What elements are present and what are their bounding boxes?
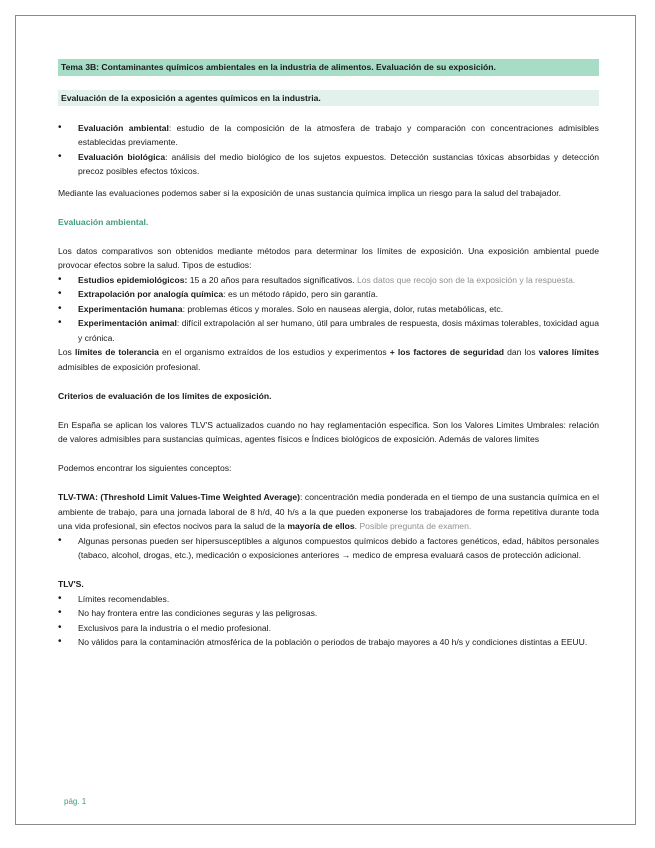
list-term: Extrapolación por analogía química (78, 289, 224, 299)
tlv-twa-paragraph (58, 490, 599, 534)
criterios-paragraph: En España se aplican los valores TLV'S actualizados cuando no hay reglamentación especifica. Son los Valores Limites Umbrales: relación de valores admisibles para sustancias químicas, agentes físicos e Índices biológicos de exposición. Además de valores limites (58, 419, 599, 444)
list-item (58, 121, 599, 150)
list-text: : análisis del medio biológico de los sujetos expuestos. Detección sustancias tóxicas absorbidas y detección precoz posibles efectos tóxicos. (78, 151, 600, 176)
list-text: : estudio de la composición de la atmosfera de trabajo y comparación con concentraciones admisibles establecidas previamente. (78, 122, 599, 147)
bold-run: TLV'S. (58, 579, 84, 589)
topic-title: Tema 3B: Contaminantes químicos ambientales en la industria de alimentos. Evaluación de su exposición. (58, 59, 599, 76)
list-item (58, 150, 599, 179)
text-run: admisibles de exposición profesional. (58, 361, 201, 372)
list-term: Experimentación animal (78, 318, 177, 328)
bold-run: TLV-TWA: (Threshold Limit Values-Time Weighted Average) (58, 492, 301, 502)
list-item (58, 287, 599, 302)
list-item: • Límites recomendables. (58, 592, 599, 607)
list-item: • No válidos para la contaminación atmosférica de la población o periodos de trabajo mayores a 40 h/s y condiciones distintas a EEUU. (58, 635, 599, 650)
page-content (58, 59, 599, 650)
section-heading-ambiental: Evaluación ambiental. (58, 216, 149, 227)
list-text: : es un método rápido, pero sin garantía. (223, 289, 378, 299)
list-text: : problemas éticos y morales. Solo en nauseas alergia, dolor, rutas metabólicas, etc. (182, 303, 504, 314)
bold-run: mayoría de ellos (287, 521, 355, 531)
bold-run: límites de tolerancia (74, 347, 159, 357)
bold-run: Criterios de evaluación de los límites de exposición. (58, 390, 272, 401)
page-number: pág. 1 (64, 797, 87, 806)
text-run: Los (58, 347, 75, 357)
list-item (58, 273, 599, 288)
tlvs-list (58, 592, 599, 650)
criterios-heading (58, 389, 599, 404)
list-term: Evaluación ambiental (78, 122, 169, 133)
list-item: • No hay frontera entre las condiciones seguras y las peligrosas. (58, 606, 599, 621)
list-text: 15 a 20 años para resultados significativos. (187, 274, 357, 285)
text-run: : concentración media ponderada en el tiempo de una sustancia química en el ambiente de trabajo, para una jornada laboral de 8 h/d, 40 h/s a la que pueden exponerse los trabajadores de forma repetitiva durante toda una vida profesional, sin efectos nocivos para la salud de la (58, 492, 599, 531)
list-item: • Algunas personas pueden ser hipersusceptibles a algunos compuestos químicos debido a factores genéticos, edad, hábitos personales (tabaco, alcohol, drogas, etc.), medicación o exposiciones anteriores → medico de empresa evaluará casos de protección adicional. (58, 534, 599, 563)
bold-run: valores límites (538, 347, 599, 357)
list-term: Experimentación humana (78, 303, 183, 314)
intro-paragraph: Mediante las evaluaciones podemos saber si la exposición de unas sustancia química implica un riesgo para la salud del trabajador. (58, 187, 562, 198)
list-item (58, 302, 599, 317)
studies-list (58, 273, 599, 346)
tlv-twa-list (58, 534, 599, 563)
text-run: . (354, 521, 360, 531)
tlvs-heading (58, 577, 599, 592)
list-text: : difícil extrapolación al ser humano, útil para umbrales de respuesta, dosis máximas tolerables, toxicidad agua y crónica. (78, 318, 599, 343)
list-item (58, 316, 599, 345)
text-run: dan los (504, 347, 539, 357)
bold-run: + los factores de seguridad (389, 347, 505, 357)
section-subtitle: Evaluación de la exposición a agentes químicos en la industria. (58, 90, 599, 107)
text-run: en el organismo extraídos de los estudios y experimentos (158, 347, 390, 357)
list-term: Evaluación biológica (78, 151, 166, 162)
ambiental-paragraph: Los datos comparativos son obtenidos mediante métodos para determinar los límites de exposición. Una exposición ambiental puede provocar efectos sobre la salud. Tipos de estudios: (58, 245, 599, 270)
list-term: Estudios epidemiológicos: (78, 274, 188, 285)
concepts-intro: Podemos encontrar los siguientes conceptos: (58, 463, 232, 473)
tolerance-paragraph (58, 345, 599, 374)
list-item: • Exclusivos para la industria o el medio profesional. (58, 621, 599, 636)
study-note: Los datos que recojo son de la exposición y la respuesta. (356, 274, 576, 285)
document-page (15, 15, 636, 825)
evaluation-types-list (58, 121, 599, 179)
exam-note: Posible pregunta de examen. (359, 521, 472, 531)
